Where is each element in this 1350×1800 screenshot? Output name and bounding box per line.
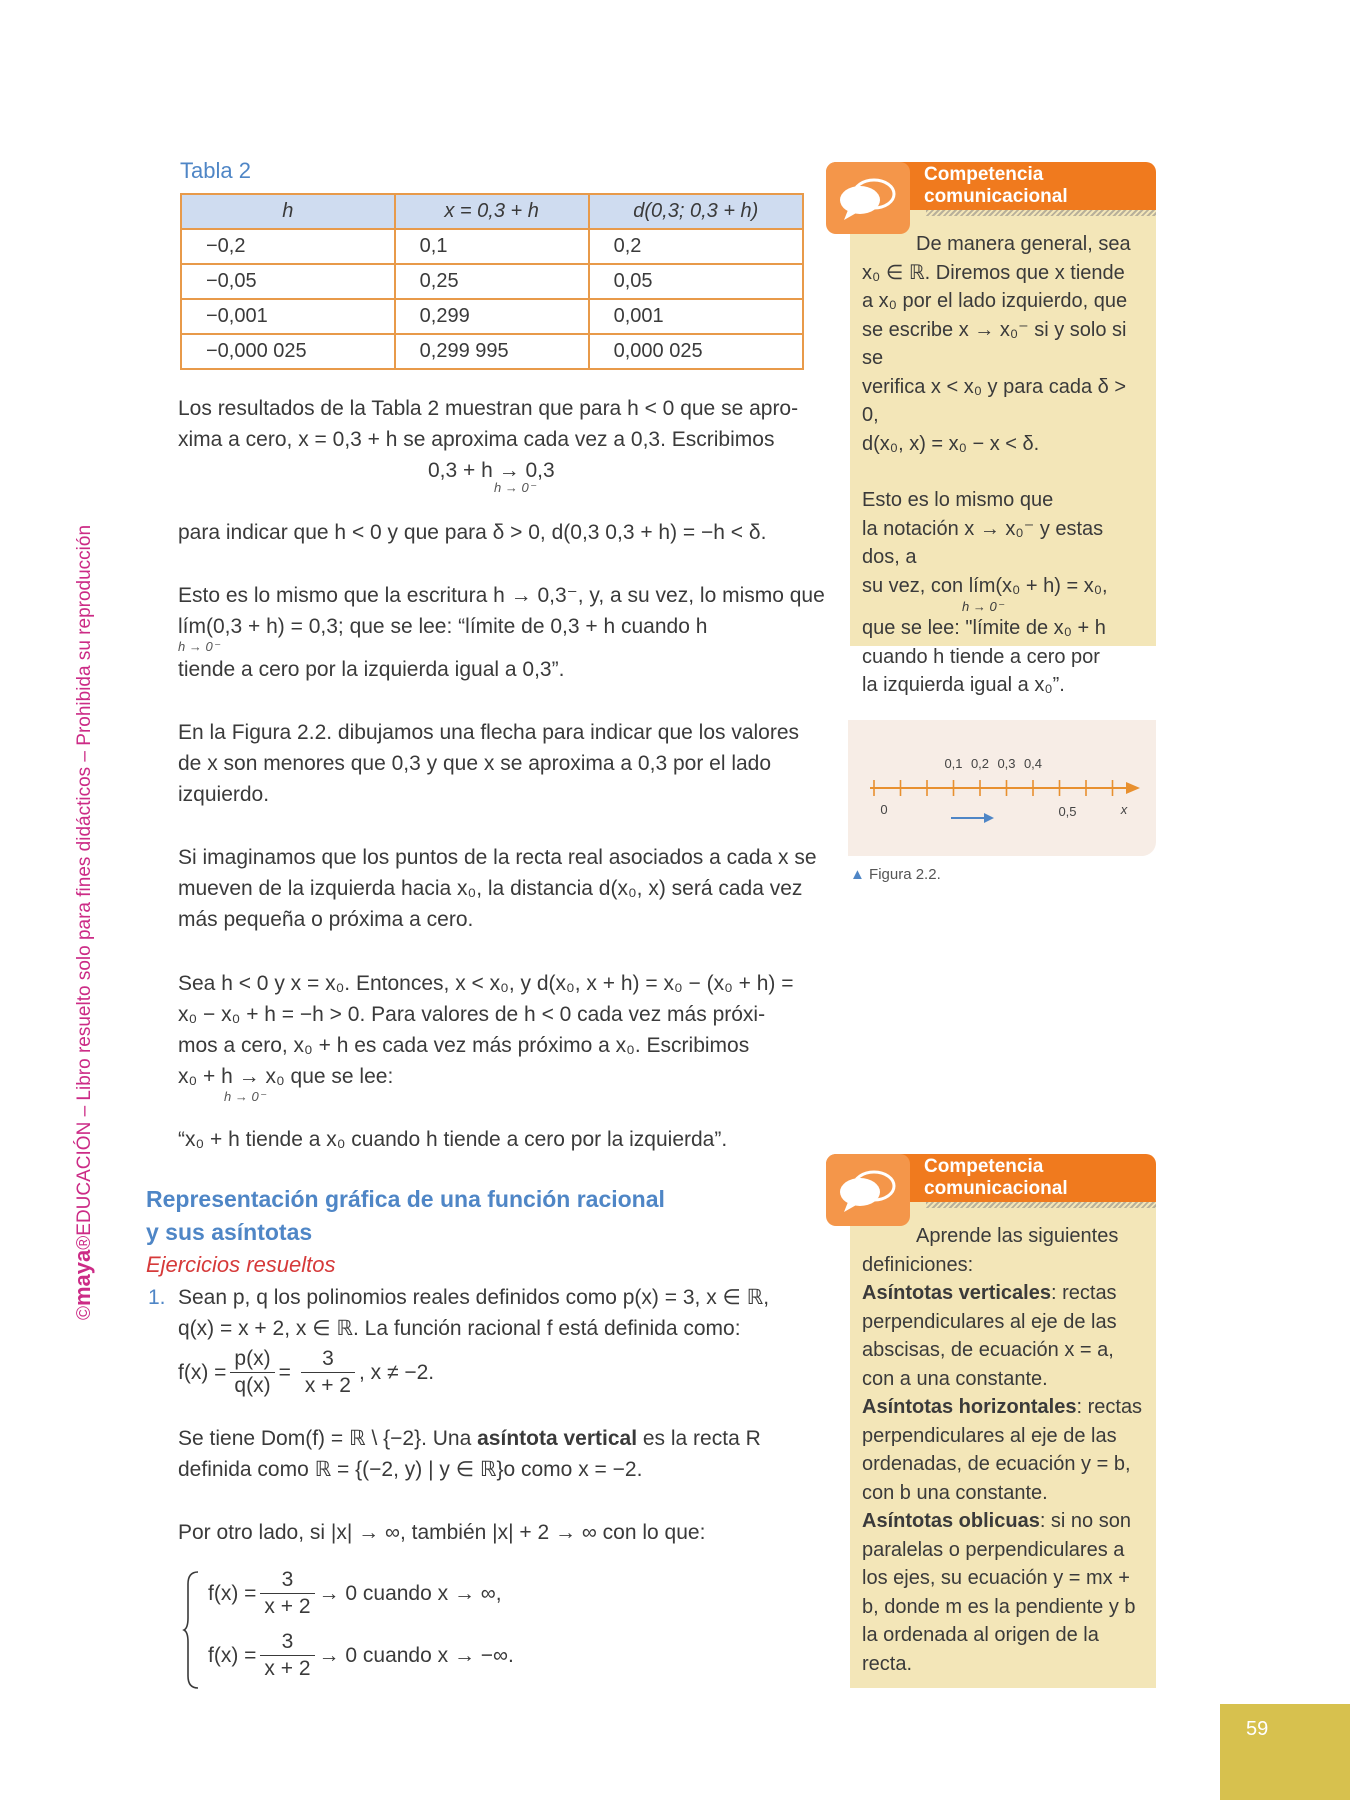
paragraph-line <box>178 1423 761 1454</box>
section-title: Representación gráfica de una función racional <box>146 1186 665 1212</box>
text-line: la notación x → x₀⁻ y estas dos, a <box>862 517 1104 568</box>
table-cell: −0,05 <box>181 264 395 299</box>
bold-term: asíntota vertical <box>477 1427 638 1450</box>
table-row <box>181 264 803 299</box>
table-row <box>181 334 803 369</box>
figure-caption <box>850 866 941 883</box>
paragraph-line: Si imaginamos que los puntos de la recta real asociados a cada x se <box>178 846 817 869</box>
text-line: x₀ ∈ ℝ. Diremos que x tiende <box>862 261 1125 284</box>
paragraph-line: Los resultados de la Tabla 2 muestran que para h < 0 que se apro- <box>178 397 799 420</box>
paragraph-line: izquierdo. <box>178 783 270 806</box>
competencia-box <box>826 162 1156 696</box>
fraction <box>260 1567 314 1620</box>
left-brace <box>182 1570 202 1690</box>
triangle-icon: ▲ <box>850 866 865 883</box>
formula-lhs: f(x) = <box>208 1582 257 1605</box>
definition <box>862 1393 1144 1507</box>
tick-label: 0,2 <box>970 756 990 771</box>
text-run: Se tiene Dom(f) = ℝ \ {−2}. Una <box>178 1427 478 1450</box>
fraction-denominator: q(x) <box>234 1374 271 1397</box>
paragraph-line: Esto es lo mismo que la escritura h → 0,3⁻, y, a su vez, lo mismo que <box>178 584 825 607</box>
text-line: De manera general, sea <box>916 233 1131 255</box>
speech-bubbles-icon <box>826 1154 910 1226</box>
text-line: d(x₀, x) = x₀ − x < δ. <box>862 432 1040 455</box>
table-cell: 0,000 025 <box>589 334 803 369</box>
competencia-text <box>850 210 1156 710</box>
paragraph-line: definida como ℝ = {(−2, y) | y ∈ ℝ}o como x = −2. <box>178 1458 643 1481</box>
registered-symbol: ® <box>74 1235 95 1250</box>
exercise-number: 1. <box>148 1286 166 1309</box>
limit-subscript: h → 0⁻ <box>224 1089 266 1104</box>
text-run: es la recta R <box>637 1427 761 1450</box>
competencia-body <box>850 210 1156 696</box>
table-cell: 0,1 <box>395 229 589 264</box>
fraction-numerator: 3 <box>260 1567 314 1594</box>
limit-subscript: h → 0⁻ <box>178 639 220 654</box>
table-cell: 0,299 995 <box>395 334 589 369</box>
table-header-cell: h <box>181 194 395 229</box>
domain-condition: , x ≠ −2. <box>358 1361 435 1384</box>
limit-subscript: h → 0⁻ <box>494 480 536 495</box>
paragraph-line: lím(0,3 + h) = 0,3; que se lee: “límite de 0,3 + h cuando h <box>178 615 708 638</box>
paragraph-line: xima a cero, x = 0,3 + h se aproxima cada vez a 0,3. Escribimos <box>178 428 775 451</box>
table-cell: 0,2 <box>589 229 803 264</box>
table-cell: 0,05 <box>589 264 803 299</box>
speech-bubbles-icon <box>826 162 910 234</box>
formula-rhs: → 0 cuando x → −∞. <box>318 1644 514 1667</box>
fraction-numerator: p(x) <box>230 1346 274 1373</box>
paragraph-line: mos a cero, x₀ + h es cada vez más próximo a x₀. Escribimos <box>178 1034 750 1057</box>
tick-label: 0,4 <box>1023 756 1043 771</box>
definition-term: Asíntotas verticales <box>862 1282 1051 1304</box>
paragraph-line: tiende a cero por la izquierda igual a 0,3”. <box>178 658 565 681</box>
side-copyright-text <box>70 525 96 1320</box>
competencia-box <box>826 1154 1156 1688</box>
text-line: Aprende las siguientes <box>916 1225 1119 1247</box>
text-line: cuando h tiende a cero por <box>862 645 1100 668</box>
direction-arrowhead <box>984 813 994 823</box>
definition-term: Asíntotas horizontales <box>862 1396 1077 1418</box>
title-line: comunicacional <box>924 186 1068 207</box>
case-line <box>208 1567 502 1620</box>
title-line: Competencia <box>924 164 1044 185</box>
axis-label: x <box>1120 802 1128 817</box>
page-number-block <box>1220 1704 1350 1800</box>
figure-panel <box>848 720 1156 856</box>
brand-logo-text: maya <box>70 1249 95 1306</box>
text-line: su vez, con lím(x₀ + h) = x₀, <box>862 574 1108 597</box>
table-header-cell: x = 0,3 + h <box>395 194 589 229</box>
paragraph-line: Sean p, q los polinomios reales definidos como p(x) = 3, x ∈ ℝ, <box>178 1286 770 1309</box>
table-caption: Tabla 2 <box>180 158 251 183</box>
formula-rhs: → 0 cuando x → ∞, <box>318 1582 502 1605</box>
paragraph-line: x₀ + h → x₀ que se lee: <box>178 1065 394 1088</box>
equals-sign: = <box>278 1361 291 1384</box>
competencia-title <box>924 1156 1068 1200</box>
section-subtitle: Ejercicios resueltos <box>146 1252 336 1277</box>
paragraph-line: x₀ − x₀ + h = −h > 0. Para valores de h < 0 cada vez más próxi- <box>178 1003 766 1026</box>
text-line: Esto es lo mismo que <box>862 489 1054 511</box>
competencia-title <box>924 164 1068 208</box>
table-header-row <box>181 194 803 229</box>
definition <box>862 1279 1144 1393</box>
text-line: verifica x < x₀ y para cada δ > 0, <box>862 375 1126 426</box>
case-line <box>208 1629 514 1682</box>
function-definition <box>178 1346 434 1399</box>
table-cell: 0,001 <box>589 299 803 334</box>
title-line: Competencia <box>924 1156 1044 1177</box>
zero-label: 0 <box>880 802 888 817</box>
paragraph-line: de x son menores que 0,3 y que x se aproxima a 0,3 por el lado <box>178 752 772 775</box>
fraction-numerator: 3 <box>260 1629 314 1656</box>
table-cell: 0,25 <box>395 264 589 299</box>
table-cell: −0,001 <box>181 299 395 334</box>
title-line: comunicacional <box>924 1178 1068 1199</box>
text-line: definiciones: <box>862 1253 974 1276</box>
formula-lhs: f(x) = <box>208 1644 257 1667</box>
limit-subscript: h → 0⁻ <box>962 599 1004 614</box>
paragraph-line: más pequeña o próxima a cero. <box>178 908 474 931</box>
competencia-body <box>850 1202 1156 1688</box>
table-row <box>181 299 803 334</box>
copyright-symbol: © <box>74 1306 95 1320</box>
definition <box>862 1507 1144 1678</box>
fraction <box>260 1629 314 1682</box>
fraction <box>230 1346 274 1399</box>
tick-label: 0,3 <box>997 756 1016 771</box>
fraction-denominator: x + 2 <box>304 1374 351 1397</box>
text-line: que se lee: "límite de x₀ + h <box>862 617 1106 639</box>
header-hatch <box>926 210 1156 216</box>
table-cell: −0,2 <box>181 229 395 264</box>
figure-caption-text: Figura 2.2. <box>869 866 941 883</box>
text-line: se escribe x → x₀⁻ si y solo si se <box>862 318 1127 369</box>
table-cell: −0,000 025 <box>181 334 395 369</box>
limit-expression: 0,3 + h → 0,3 <box>428 459 555 482</box>
paragraph-line: En la Figura 2.2. dibujamos una flecha para indicar que los valores <box>178 721 800 744</box>
half-label: 0,5 <box>1058 804 1077 819</box>
fraction-denominator: x + 2 <box>264 1595 311 1618</box>
tick-label: 0,1 <box>944 756 963 771</box>
competencia-text <box>850 1202 1156 1688</box>
fraction-numerator: 3 <box>301 1346 355 1373</box>
header-hatch <box>926 1202 1156 1208</box>
paragraph-line: “x₀ + h tiende a x₀ cuando h tiende a cero por la izquierda”. <box>178 1128 728 1151</box>
page-number: 59 <box>1246 1718 1269 1740</box>
table-header-cell: d(0,3; 0,3 + h) <box>589 194 803 229</box>
axis-arrowhead <box>1126 782 1140 794</box>
paragraph-line: q(x) = x + 2, x ∈ ℝ. La función racional f está definida como: <box>178 1317 741 1340</box>
paragraph-line: Por otro lado, si |x| → ∞, también |x| + 2 → ∞ con lo que: <box>178 1521 706 1544</box>
definition-term: Asíntotas oblicuas <box>862 1510 1040 1532</box>
table-cell: 0,299 <box>395 299 589 334</box>
number-line-figure <box>848 720 1156 856</box>
fraction <box>301 1346 355 1399</box>
data-table <box>180 193 804 370</box>
paragraph-line: Sea h < 0 y x = x₀. Entonces, x < x₀, y d(x₀, x + h) = x₀ − (x₀ + h) = <box>178 972 794 995</box>
section-title: y sus asíntotas <box>146 1219 313 1245</box>
definition-text: : si no son paralelas o perpendiculares a los ejes, su ecuación y = mx + b, donde m es la pendiente y b la ordenada al origen de la recta. <box>862 1510 1136 1675</box>
text-line: la izquierda igual a x₀”. <box>862 674 1065 696</box>
paragraph-line: para indicar que h < 0 y que para δ > 0, d(0,3 0,3 + h) = −h < δ. <box>178 521 767 544</box>
text-line: a x₀ por el lado izquierdo, que <box>862 290 1128 312</box>
formula-lhs: f(x) = <box>178 1361 227 1384</box>
spacer <box>862 458 1144 486</box>
definition-text: : rectas perpendiculares al eje de las ordenadas, de ecuación y = b, con b una constante. <box>862 1396 1143 1504</box>
definition-text: : rectas perpendiculares al eje de las abscisas, de ecuación x = a, con a una constante. <box>862 1282 1117 1390</box>
side-text-rest: EDUCACIÓN – Libro resuelto solo para fines didácticos – Prohibida su reproducción <box>74 524 95 1236</box>
table-row <box>181 229 803 264</box>
fraction-denominator: x + 2 <box>264 1657 311 1680</box>
paragraph-line: mueven de la izquierda hacia x₀, la distancia d(x₀, x) será cada vez <box>178 877 803 900</box>
